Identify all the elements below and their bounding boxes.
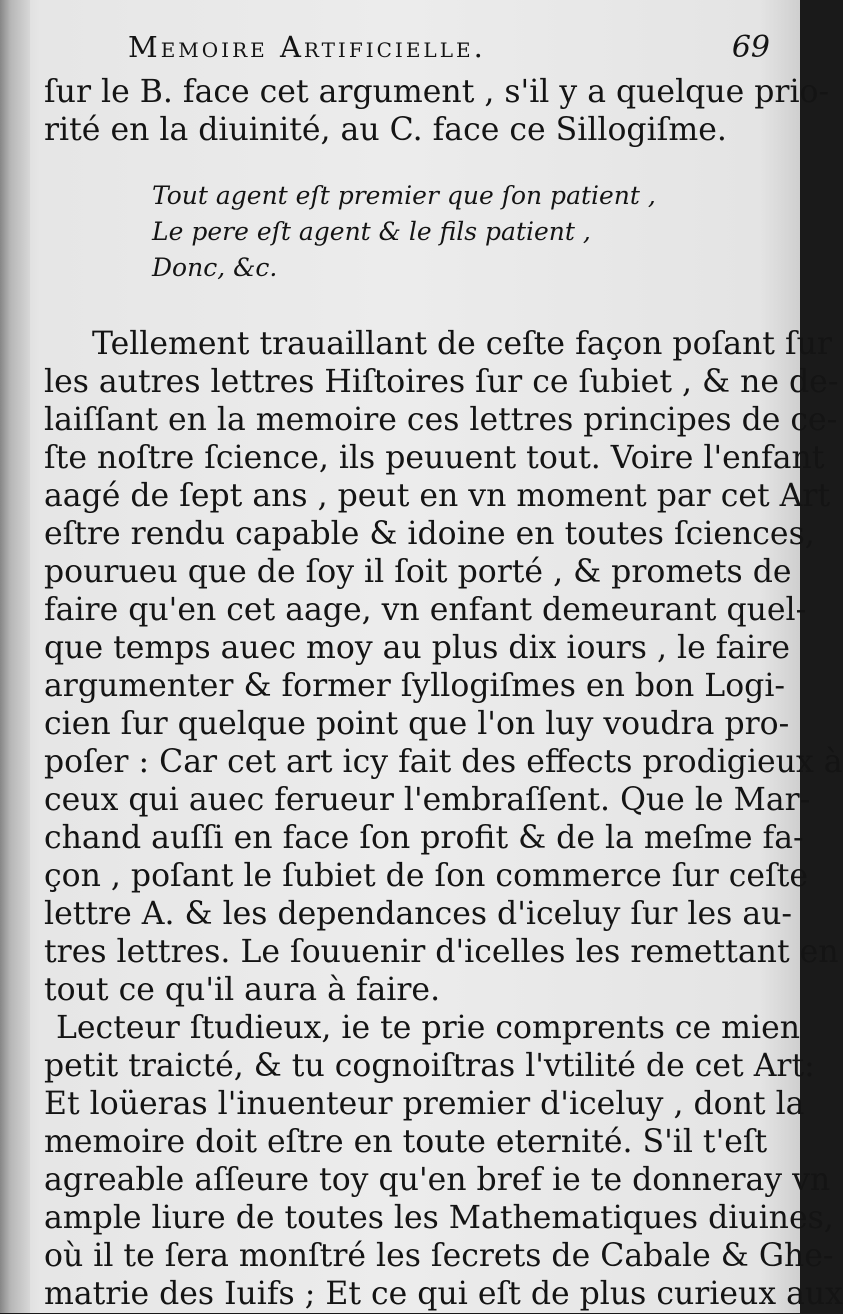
body-line: matrie des Iuifs ; Et ce qui eſt de plus curieux aux [44,1276,843,1312]
body-line: ſur le B. face cet argument , s'il y a quelque prio- [44,74,830,110]
body-line: ſte noſtre ſcience, ils peuuent tout. Voire l'enfant [44,440,825,476]
body-line: les autres lettres Hiſtoires ſur ce ſubiet , & ne de- [44,364,839,400]
body-line: eſtre rendu capable & idoine en toutes ſciences, [44,516,815,552]
body-line: ample liure de toutes les Mathematiques diuines, [44,1200,834,1236]
verse-line: Le pere eſt agent & le fils patient , [152,217,591,246]
body-line: cien ſur quelque point que l'on luy voudra pro- [44,706,790,742]
body-line: aagé de ſept ans , peut en vn moment par cet Art [44,478,831,514]
verse-line: Donc, &c. [152,253,278,282]
body-line: faire qu'en cet aage, vn enfant demeurant quel- [44,592,807,628]
page-number: 69 [731,30,770,65]
body-line: çon , poſant le ſubiet de ſon commerce ſur ceſte [44,858,809,894]
verse-line: Tout agent eſt premier que ſon patient , [152,181,656,210]
body-line: Tellement trauaillant de ceſte façon poſant ſur [92,326,832,362]
body-line: rité en la diuinité, au C. face ce Sillogiſme. [44,112,727,148]
body-line: argumenter & former ſyllogiſmes en bon Logi- [44,668,786,704]
body-line: memoire doit eſtre en toute eternité. S'il t'eſt [44,1124,768,1160]
body-line: où il te ſera monſtré les ſecrets de Cabale & Ghe- [44,1238,834,1274]
body-line: pourueu que de ſoy il ſoit porté , & promets de [44,554,792,590]
body-line: poſer : Car cet art icy fait des effects prodigieux à [44,744,843,780]
body-line: Et loüeras l'inuenteur premier d'iceluy , dont la [44,1086,805,1122]
body-line: laiſſant en la memoire ces lettres principes de ce- [44,402,838,438]
running-head: Memoire Artificielle. [128,30,486,64]
body-line: Lecteur ſtudieux, ie te prie comprents ce mien [56,1010,801,1046]
body-line: tres lettres. Le ſouuenir d'icelles les remettant en [44,934,839,970]
body-line: petit traicté, & tu cognoiſtras l'vtilité de cet Art: [44,1048,815,1084]
body-line: ceux qui auec ferueur l'embraſſent. Que le Mar- [44,782,811,818]
body-line: agreable aſſeure toy qu'en bref ie te donneray vn [44,1162,831,1198]
body-line: chand auſſi en face ſon profit & de la meſme fa- [44,820,804,856]
body-line: que temps auec moy au plus dix iours , le faire [44,630,790,666]
body-line: tout ce qu'il aura à faire. [44,972,441,1008]
body-line: lettre A. & les dependances d'iceluy ſur les au- [44,896,793,932]
